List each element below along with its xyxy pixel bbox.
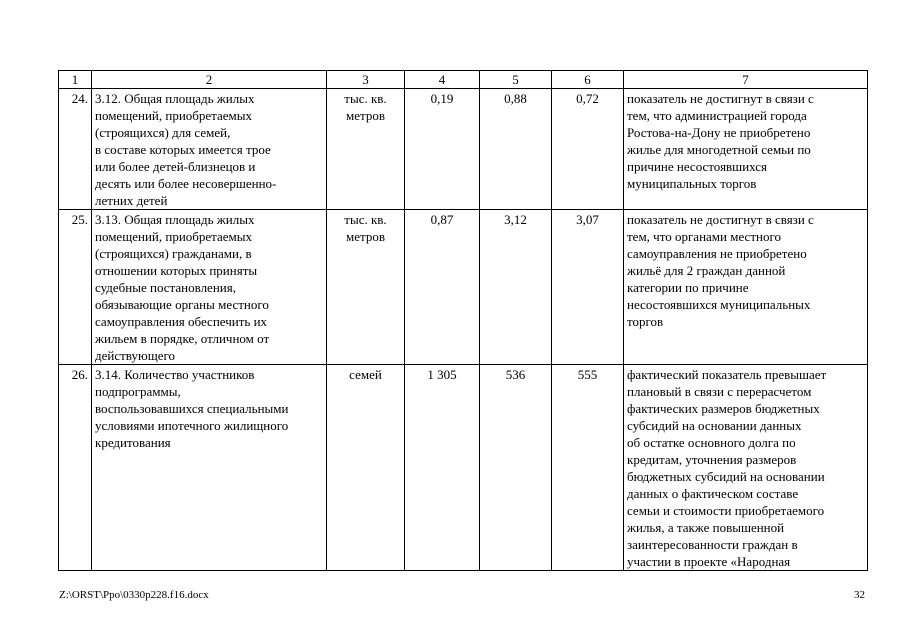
text-line: помещений, приобретаемых xyxy=(95,108,252,123)
page-number: 32 xyxy=(854,589,865,601)
text-line: причине несостоявшихся xyxy=(627,159,768,174)
text-line: об остатке основного долга по xyxy=(627,435,796,450)
table-row xyxy=(59,210,868,365)
indicator-table xyxy=(58,70,868,571)
value-col5-cell: 0,88 xyxy=(480,89,552,210)
text-line: жилья, а также повышенной xyxy=(627,520,785,535)
text-line: семей xyxy=(349,367,382,382)
value-col5-cell: 3,12 xyxy=(480,210,552,365)
text-line: Ростова-на-Дону не приобретено xyxy=(627,125,811,140)
text-line: бюджетных субсидий на основании xyxy=(627,469,825,484)
file-path-footer: Z:\ORST\Ppo\0330p228.f16.docx xyxy=(59,589,209,601)
header-cell: 7 xyxy=(624,71,868,89)
text-line: действующего xyxy=(95,348,175,363)
row-number-cell: 25. xyxy=(59,210,92,365)
row-number-cell: 26. xyxy=(59,365,92,571)
text-line: жильё для 2 граждан данной xyxy=(627,263,786,278)
text-line: заинтересованности граждан в xyxy=(627,537,798,552)
row-number-cell: 24. xyxy=(59,89,92,210)
explanation-cell xyxy=(624,89,868,210)
text-line: помещений, приобретаемых xyxy=(95,229,252,244)
value-col5-cell: 536 xyxy=(480,365,552,571)
value-col4-cell: 1 305 xyxy=(405,365,480,571)
text-line: торгов xyxy=(627,314,664,329)
unit-cell xyxy=(327,210,405,365)
table-header-row xyxy=(59,71,868,89)
table-row xyxy=(59,89,868,210)
text-line: десять или более несовершенно- xyxy=(95,176,277,191)
explanation-cell xyxy=(624,365,868,571)
value-col4-cell: 0,87 xyxy=(405,210,480,365)
indicator-name-cell xyxy=(92,89,327,210)
explanation-cell xyxy=(624,210,868,365)
text-line: плановый в связи с перерасчетом xyxy=(627,384,812,399)
text-line: данных о фактическом составе xyxy=(627,486,799,501)
text-line: 3.14. Количество участников xyxy=(95,367,255,382)
value-col6-cell: 3,07 xyxy=(552,210,624,365)
text-line: показатель не достигнут в связи с xyxy=(627,91,814,106)
text-line: кредитам, уточнения размеров xyxy=(627,452,797,467)
text-line: летних детей xyxy=(95,193,168,208)
text-line: участии в проекте «Народная xyxy=(627,554,791,569)
text-line: 3.12. Общая площадь жилых xyxy=(95,91,255,106)
text-line: обязывающие органы местного xyxy=(95,297,269,312)
text-line: семьи и стоимости приобретаемого xyxy=(627,503,825,518)
header-cell: 5 xyxy=(480,71,552,89)
header-cell: 2 xyxy=(92,71,327,89)
unit-cell xyxy=(327,89,405,210)
text-line: фактический показатель превышает xyxy=(627,367,827,382)
text-line: кредитования xyxy=(95,435,171,450)
text-line: подпрограммы, xyxy=(95,384,181,399)
text-line: фактических размеров бюджетных xyxy=(627,401,820,416)
text-line: метров xyxy=(346,108,385,123)
text-line: тыс. кв. xyxy=(344,91,387,106)
value-col4-cell: 0,19 xyxy=(405,89,480,210)
indicator-name-cell xyxy=(92,210,327,365)
header-cell: 1 xyxy=(59,71,92,89)
unit-cell xyxy=(327,365,405,571)
text-line: несостоявшихся муниципальных xyxy=(627,297,811,312)
text-line: отношении которых приняты xyxy=(95,263,258,278)
header-cell: 4 xyxy=(405,71,480,89)
text-line: самоуправления не приобретено xyxy=(627,246,807,261)
value-col6-cell: 0,72 xyxy=(552,89,624,210)
text-line: метров xyxy=(346,229,385,244)
indicator-name-cell xyxy=(92,365,327,571)
text-line: жильем в порядке, отличном от xyxy=(95,331,270,346)
text-line: в составе которых имеется трое xyxy=(95,142,271,157)
text-line: показатель не достигнут в связи с xyxy=(627,212,814,227)
text-line: или более детей-близнецов и xyxy=(95,159,256,174)
text-line: тем, что администрацией города xyxy=(627,108,807,123)
value-col6-cell: 555 xyxy=(552,365,624,571)
text-line: самоуправления обеспечить их xyxy=(95,314,268,329)
text-line: (строящихся) гражданами, в xyxy=(95,246,252,261)
text-line: муниципальных торгов xyxy=(627,176,757,191)
text-line: категории по причине xyxy=(627,280,749,295)
header-cell: 3 xyxy=(327,71,405,89)
text-line: воспользовавшихся специальными xyxy=(95,401,289,416)
text-line: условиями ипотечного жилищного xyxy=(95,418,289,433)
text-line: 3.13. Общая площадь жилых xyxy=(95,212,255,227)
header-cell: 6 xyxy=(552,71,624,89)
text-line: тыс. кв. xyxy=(344,212,387,227)
table-row xyxy=(59,365,868,571)
text-line: тем, что органами местного xyxy=(627,229,781,244)
text-line: субсидий на основании данных xyxy=(627,418,802,433)
text-line: (строящихся) для семей, xyxy=(95,125,231,140)
text-line: судебные постановления, xyxy=(95,280,236,295)
text-line: жилье для многодетной семьи по xyxy=(627,142,811,157)
